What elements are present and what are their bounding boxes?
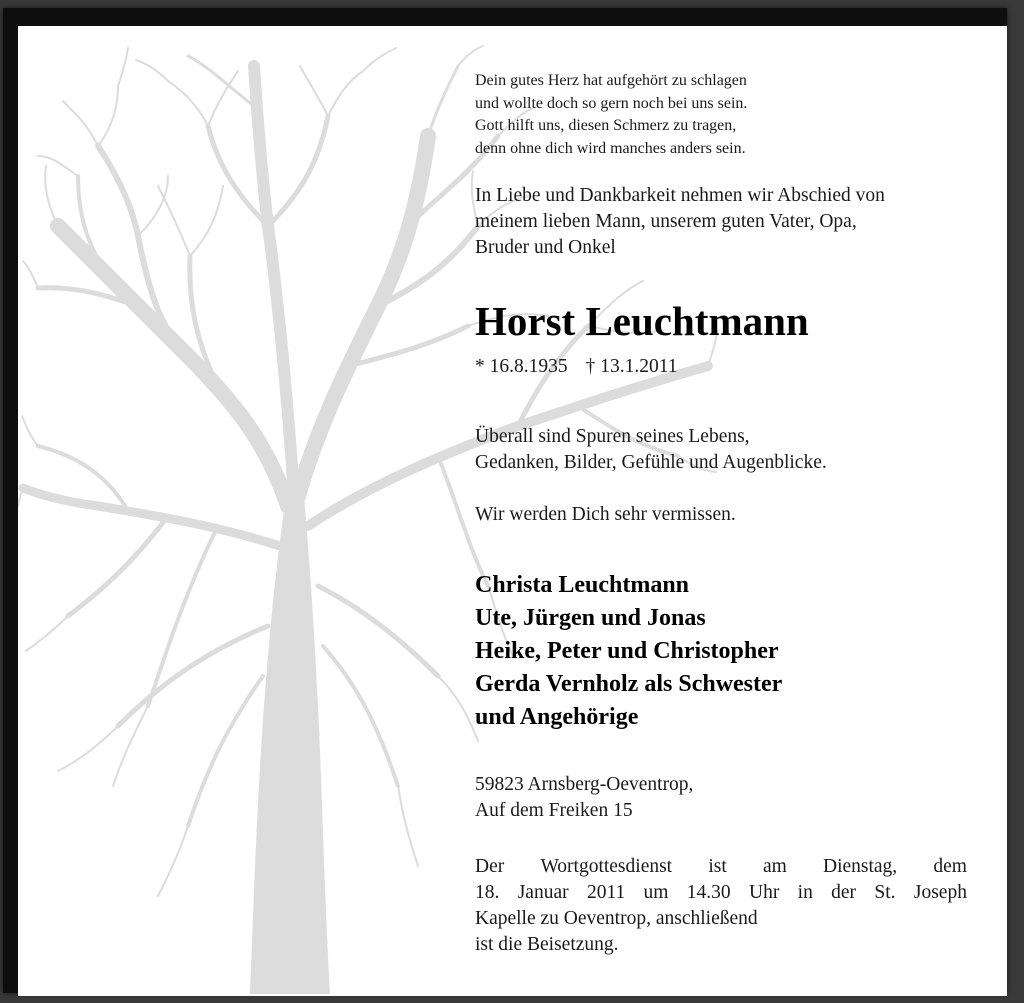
mourner-name: und Angehörige (475, 704, 639, 730)
service-line: ist die Beisetzung. (475, 934, 619, 955)
address-line: 59823 Arnsberg-Oeventrop, (475, 774, 694, 795)
trace-line: Gedanken, Bilder, Gefühle und Augenblicke. (475, 452, 827, 473)
obituary-card (18, 26, 1007, 996)
service-line: Kapelle zu Oeventrop, anschließend (475, 908, 758, 929)
trace-block (475, 424, 827, 476)
trace-line: Überall sind Spuren seines Lebens, (475, 426, 750, 447)
miss-line: Wir werden Dich sehr vermissen. (475, 504, 736, 525)
address-block (475, 772, 693, 824)
farewell-line: meinem lieben Mann, unserem guten Vater, Opa, (475, 211, 857, 232)
service-line: 18. Januar 2011 um 14.30 Uhr in der St. Joseph (475, 882, 967, 903)
mourner-name: Gerda Vernholz als Schwester (475, 671, 783, 697)
poem-line: Gott hilft uns, diesen Schmerz zu tragen, (475, 117, 737, 134)
birth-date: * 16.8.1935 (475, 356, 568, 377)
poem-line: denn ohne dich wird manches anders sein. (475, 139, 746, 157)
notice-frame (3, 8, 1007, 993)
mourner-name: Ute, Jürgen und Jonas (475, 605, 706, 631)
mourner-name: Christa Leuchtmann (475, 572, 690, 598)
poem-line: und wollte doch so gern noch bei uns sein. (475, 94, 748, 112)
service-line: Der Wortgottesdienst ist am Dienstag, dem (475, 856, 967, 877)
mourner-name: Heike, Peter und Christopher (475, 638, 779, 664)
death-date: † 13.1.2011 (585, 356, 678, 377)
farewell-block (475, 183, 885, 261)
mourners-list (475, 569, 782, 734)
poem-block (475, 70, 747, 160)
farewell-line: In Liebe und Dankbarkeit nehmen wir Abschied von (475, 185, 885, 206)
deceased-name: Horst Leuchtmann (475, 298, 809, 344)
service-block (475, 854, 967, 958)
life-dates (475, 354, 678, 380)
address-line: Auf dem Freiken 15 (475, 800, 633, 821)
farewell-line: Bruder und Onkel (475, 237, 616, 258)
poem-line: Dein gutes Herz hat aufgehört zu schlagen (475, 72, 747, 89)
